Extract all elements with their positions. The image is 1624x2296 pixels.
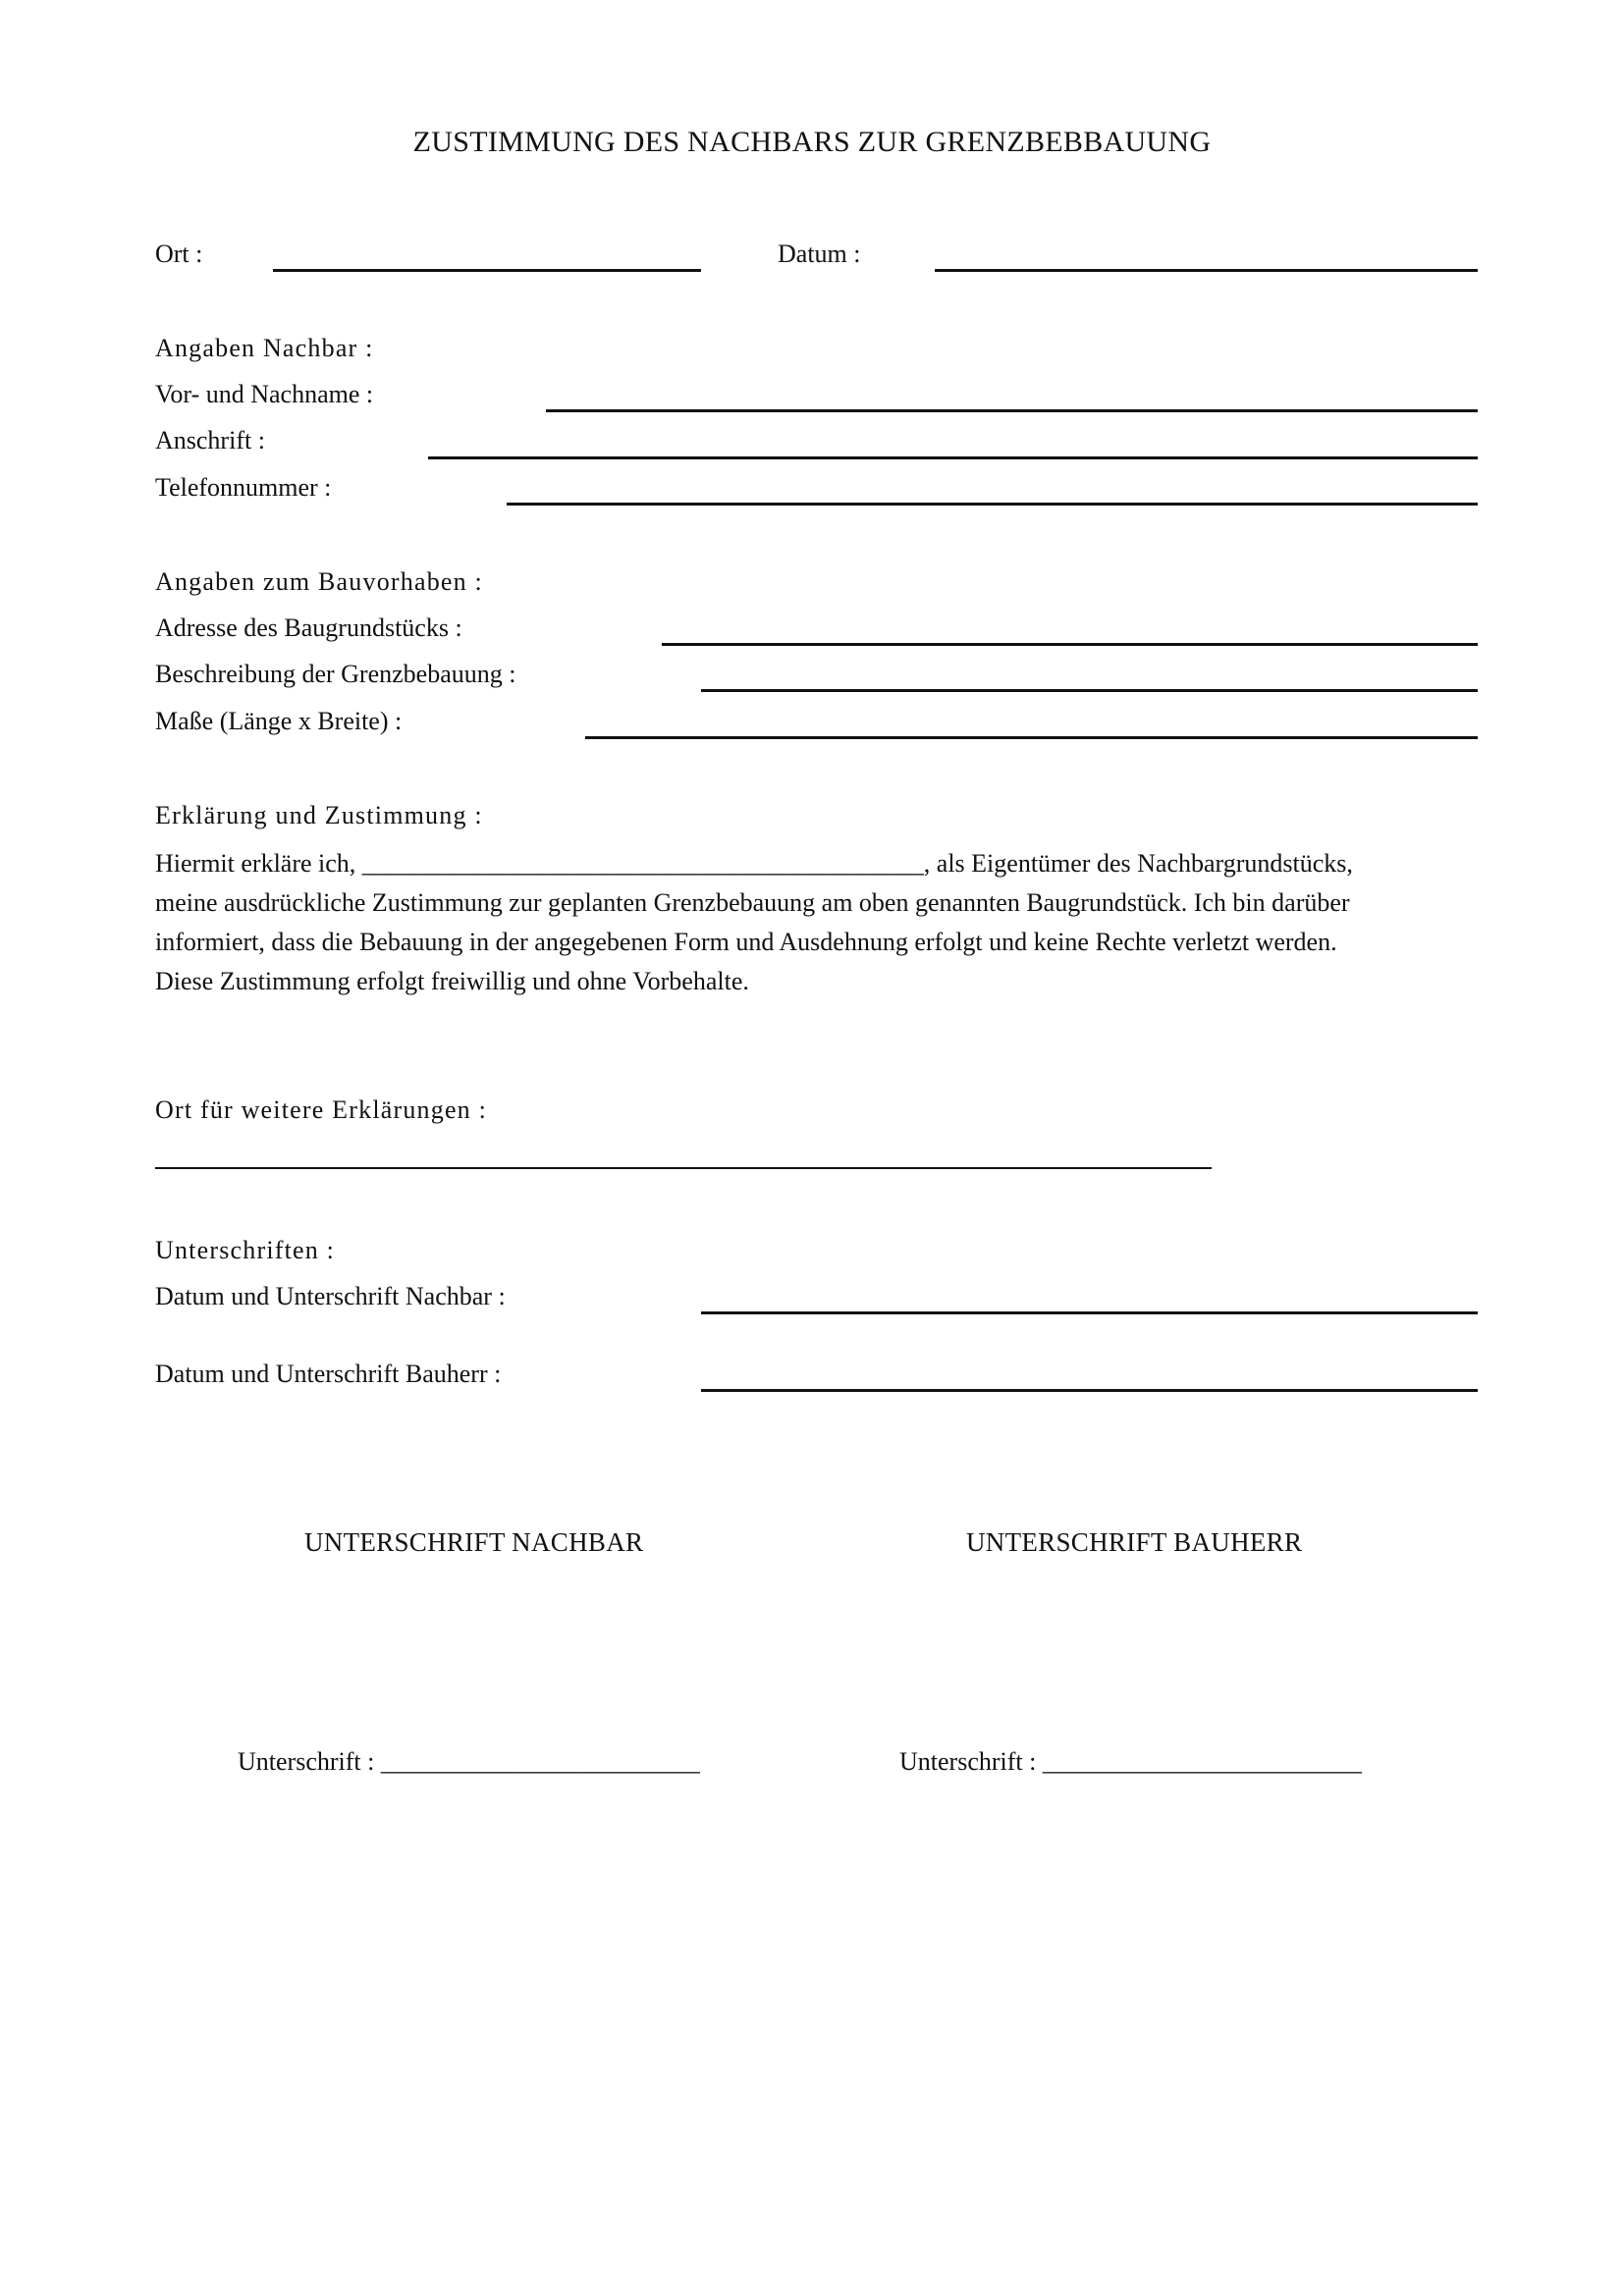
- bauvorhaben-heading: Angaben zum Bauvorhaben :: [155, 567, 483, 596]
- document-title: ZUSTIMMUNG DES NACHBARS ZUR GRENZBEBBAUUNG: [412, 126, 1212, 158]
- masse-label: Maße (Länge x Breite) :: [155, 707, 403, 735]
- erklaerung-line1-suffix: , als Eigentümer des Nachbargrundstücks,: [923, 849, 1353, 878]
- signature-title-bauherr: UNTERSCHRIFT BAUHERR: [966, 1527, 1303, 1557]
- adresse-field[interactable]: [662, 643, 1478, 646]
- erklaerung-line3: informiert, dass die Bebauung in der angegebenen Form und Ausdehnung erfolgt und keine Rechte verletzt werden.: [155, 928, 1337, 956]
- ort-label: Ort :: [155, 240, 203, 268]
- unterschrift-nachbar-label: Datum und Unterschrift Nachbar :: [155, 1282, 506, 1310]
- unterschrift-nachbar-field[interactable]: [701, 1311, 1478, 1314]
- telefon-field[interactable]: [507, 503, 1478, 506]
- masse-field[interactable]: [585, 736, 1478, 739]
- erklaerung-heading: Erklärung und Zustimmung :: [155, 801, 483, 829]
- beschreibung-field[interactable]: [701, 689, 1478, 692]
- unterschrift-bauherr-label: Datum und Unterschrift Bauherr :: [155, 1360, 502, 1388]
- anschrift-label: Anschrift :: [155, 426, 265, 454]
- erklaerung-line1-prefix: Hiermit erkläre ich,: [155, 849, 362, 878]
- weitere-heading: Ort für weitere Erklärungen :: [155, 1095, 488, 1124]
- adresse-label: Adresse des Baugrundstücks :: [155, 614, 462, 642]
- eigentuemer-name-blank[interactable]: ____________________________________________: [361, 849, 924, 878]
- telefon-label: Telefonnummer :: [155, 473, 332, 502]
- name-label: Vor- und Nachname :: [155, 380, 374, 408]
- signature-line-bauherr[interactable]: Unterschrift : _________________________: [899, 1747, 1362, 1776]
- nachbar-heading: Angaben Nachbar :: [155, 334, 374, 362]
- erklaerung-paragraph: [155, 844, 1490, 1001]
- signature-title-nachbar: UNTERSCHRIFT NACHBAR: [304, 1527, 644, 1557]
- datum-field[interactable]: [935, 269, 1478, 272]
- beschreibung-label: Beschreibung der Grenzbebauung :: [155, 660, 516, 688]
- signature-line-nachbar[interactable]: Unterschrift : _________________________: [238, 1747, 700, 1776]
- unterschrift-bauherr-field[interactable]: [701, 1389, 1478, 1392]
- unterschriften-heading: Unterschriften :: [155, 1236, 336, 1264]
- anschrift-field[interactable]: [428, 456, 1478, 459]
- ort-field[interactable]: [273, 269, 701, 272]
- erklaerung-line4: Diese Zustimmung erfolgt freiwillig und ohne Vorbehalte.: [155, 967, 749, 995]
- datum-label: Datum :: [778, 240, 861, 268]
- weitere-erklaerungen-field[interactable]: [155, 1167, 1212, 1169]
- erklaerung-line2: meine ausdrückliche Zustimmung zur geplanten Grenzbebauung am oben genannten Baugrundstück. Ich bin darüber: [155, 888, 1350, 917]
- name-field[interactable]: [546, 409, 1478, 412]
